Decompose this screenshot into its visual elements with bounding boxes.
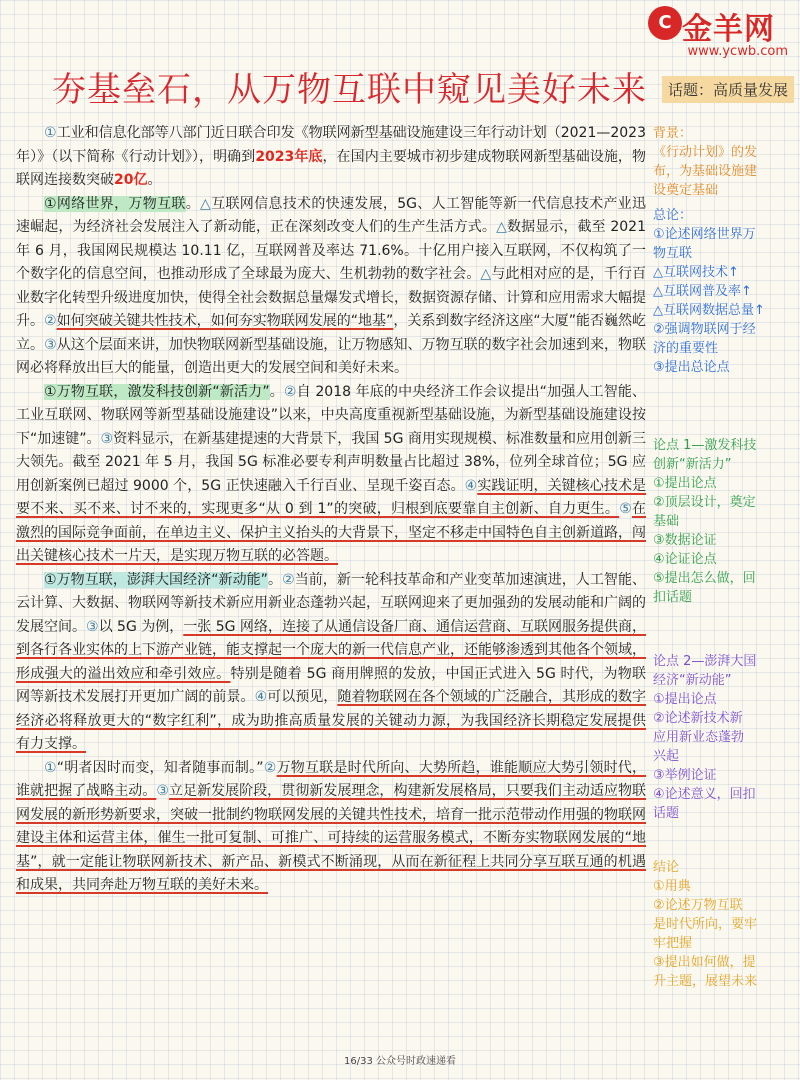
section-heading: ①万物互联，澎湃大国经济“新动能” [44,571,268,588]
paragraph-point-1 [16,381,646,569]
note-line: 是时代所向，要牢 [653,917,758,932]
note-line: ⑤提出怎么做，回 [653,571,756,586]
note-line: ③提出如何做，提 [653,955,756,970]
note-line: 物互联 [653,246,693,261]
note-overview [653,206,798,377]
note-line: 济的重要性 [653,341,719,356]
note-line: ②顶层设计，奠定 [653,495,756,510]
note-line: 背景： [653,126,693,141]
marker: ⑤ [619,501,633,517]
note-line: 论点 2—澎湃大国 [653,654,757,669]
marker: ① [44,759,57,776]
paragraph-intro [16,122,646,193]
marker: △ [496,219,507,235]
paragraph-conclusion [16,757,646,898]
text: 特别是随着 5G 商用牌照的发放，中国正式进入 5G 时代，为物联网等新技术发展打开更加广阔的前景。 [16,665,647,705]
highlight-number: 20亿 [114,172,148,188]
text: 以 5G 为例， [98,618,184,635]
note-line: ①论述网络世界万 [653,227,756,242]
paragraph-overview [16,193,646,381]
note-line: 话题 [653,806,680,821]
text: 互联网信息技术的快速发展，5G、人工智能等新一代信息技术产业迅速崛起，为经济社会发展注入了新动能，正在深刻改变人们的生产生活方式。 [16,195,646,235]
underlined-text: 在激烈的国际竞争面前，在单边主义、保护主义抬头的大背景下，坚定不移走中国特色自主创新道路，闯出关键核心技术一片天，是实现万物互联的必答题。 [16,501,647,564]
note-line: △互联网普及率↑ [653,284,752,299]
marker: ② [282,571,295,588]
text: 数据显示，截至 2021 年 6 月，我国网民规模达 10.11 亿，互联网普及率达 71.6%。十亿用户接入互联网，不仅构筑了一个数字化的信息空间，也推动形成了全球最为庞大、生机勃勃的数字社会。 [16,219,646,282]
logo-mark-icon: C [648,6,682,40]
site-logo [648,4,788,64]
note-line: 兴起 [653,749,680,764]
note-line: △互联网数据总量↑ [653,303,765,318]
section-heading: ①万物互联，激发科技创新“新活力” [44,383,270,400]
note-point-2 [653,652,798,823]
underlined-text: 万物互联是时代所向、大势所趋，谁能顺应大势引领时代，谁就把握了战略主动。 [16,759,647,799]
logo-name: 金羊网 [682,12,775,47]
note-line: ①提出论点 [653,692,717,707]
note-line: 应用新业态蓬勃 [653,730,745,745]
note-line: 基础 [653,514,680,529]
marker: ④ [254,689,268,705]
text: 与此相对应的是，千行百业数字化转型升级进度加快，使得全社会数据总量爆发式增长，数据资源存储、计算和应用需求大幅提升。 [16,266,646,329]
note-line: ②论述新技术新 [653,711,743,726]
essay-body [16,122,646,898]
note-line: 结论 [653,860,680,875]
note-conclusion [653,858,798,991]
text: “明者因时而变，知者随事而制。” [56,759,264,776]
text: 资料显示，在新基建提速的大背景下，我国 5G 商用实现规模、标准数量和应用创新三大领先。截至 2021 年 5 月，我国 5G 标准必要专利声明数量占比超过 38%，位列全球首位；5G 应用创新案例已超过 9000 个，5G 正快速融入千行百业、呈现千姿百态。 [16,430,646,494]
page-title: 夯基垒石，从万物互联中窥见美好未来 [52,70,647,110]
highlight-date: 2023年底 [255,148,323,165]
underlined-text: 随着物联网在各个领域的广泛融合，其形成的数字经济必将释放更大的“数字红利”，成为助推高质量发展的关键动力源，为我国经济长期稳定发展提供有力支撑。 [16,689,647,752]
marker: ② [283,383,297,400]
note-line: 创新“新活力” [653,457,732,472]
marker: ② [44,313,57,329]
note-line: 经济“新动能” [653,673,732,688]
paragraph-point-2 [16,569,646,757]
marker: ③ [156,783,169,799]
note-line: 总论： [653,208,693,223]
page-footer: 16/33 公众号时政速递看 [344,1056,456,1067]
marker: ① [44,125,57,141]
marker: ② [263,759,277,776]
text: 自 2018 年底的中央经济工作会议提出“加强人工智能、工业互联网、物联网等新型基础设施建设”以来，中央高度重视新型基础设施，为新型基础设施建设按下“加速键”。 [16,383,647,447]
note-line: 《行动计划》的发 [653,145,758,160]
note-line: 牢把握 [653,936,693,951]
note-line: ①用典 [653,879,691,894]
topic-tag: 话题：高质量发展 [662,76,794,103]
underlined-text: 一张 5G 网络，连接了从通信设备厂商、通信运营商、互联网服务提供商，到各行各业实体的上下游产业链，能支撑起一个庞大的新一代信息产业，还能够渗透到其他各个领域，形成强大的溢出效应和牵引效应。 [16,618,647,682]
underlined-text: 立足新发展阶段，贯彻新发展理念，构建新发展格局，只要我们主动适应物联网发展的新形势新要求，突破一批制约物联网发展的关键共性技术，培育一批示范带动作用强的物联网建设主体和运营主体，催生一批可复制、可推广、可持续的运营服务模式，不断夯实物联网发展的“地基”，就一定能让物联网新技术、新产品、新模式不断涌现，从而在新征程上共同分享互联互通的机遇和成果，共同奔赴万物互联的美好未来。 [16,783,646,893]
note-line: 布，为基础设施建 [653,164,758,179]
marker: ③ [44,336,57,353]
text: ，关系到数字经济这座“大厦”能否巍然屹立。 [16,313,646,353]
text: 当前，新一轮科技革命和产业变革加速演进，人工智能、云计算、大数据、物联网等新技术新应用新业态蓬勃兴起，互联网迎来了更加强劲的发展动能和广阔的发展空间。 [16,571,647,635]
text: 。 [267,571,283,588]
marker: △ [200,195,212,212]
text: 工业和信息化部等八部门近日联合印发《物联网新型基础设施建设三年行动计划（2021—2023年）》（以下简称《行动计划》），明确到 [16,125,646,165]
note-background [653,124,798,200]
note-line: 扣话题 [653,590,693,605]
marker: ③ [86,618,99,635]
text: 。 [185,195,201,212]
text: 可以预见， [267,689,338,705]
text: 。 [147,172,162,188]
underlined-text: 实践证明，关键核心技术是要不来、买不来、讨不来的，实现更多“从 0 到 1”的突破，归根到底要靠自主创新、自力更生。 [16,477,647,517]
note-line: ③数据论证 [653,533,717,548]
section-heading: ①网络世界，万物互联 [44,195,186,212]
text: ，在国内主要城市初步建成物联网新型基础设施，物联网连接数突破 [16,148,646,188]
note-line: 论点 1—激发科技 [653,438,757,453]
note-point-1 [653,436,798,607]
note-line: ②强调物联网于经 [653,322,756,337]
marker: △ [480,266,492,282]
text: 。 [269,383,284,400]
note-line: ①提出论点 [653,476,717,491]
note-line: △互联网技术↑ [653,265,739,280]
marker: ④ [464,477,478,494]
text: 从这个层面来讲，加快物联网新型基础设施，让万物感知、万物互联的数字社会加速到来，物联网必将释放出巨大的能量，创造出更大的发展空间和美好未来。 [16,336,647,376]
note-line: ③举例论证 [653,768,717,783]
logo-url: www.ycwb.com [687,44,788,59]
note-line: 设奠定基础 [653,183,719,198]
note-line: ④论证论点 [653,552,717,567]
note-line: ④论述意义，回扣 [653,787,756,802]
note-line: 升主题，展望未来 [653,974,758,989]
note-line: ③提出总论点 [653,360,730,375]
note-line: ②论述万物互联 [653,898,743,913]
marker: ③ [100,430,114,447]
underlined-text: 如何突破关键共性技术，如何夯实物联网发展的“地基” [56,313,394,329]
